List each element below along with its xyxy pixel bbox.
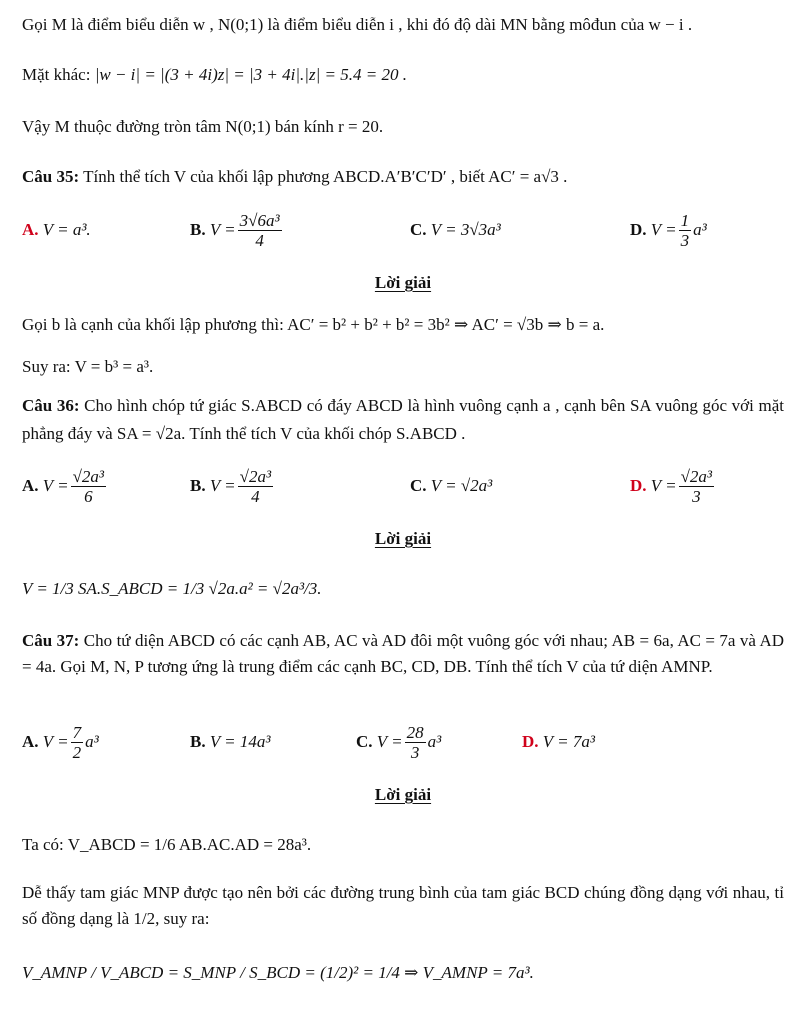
q36-solution-heading: Lời giải xyxy=(374,529,432,548)
q37-options xyxy=(22,720,784,764)
q37-option-a: A. V = $\frac{7}{2}$ a³ xyxy=(22,722,99,762)
q35-option-a: A. V = a³. xyxy=(22,220,91,239)
intro-line-1: Gọi M là điểm biểu diễn w , N(0;1) là điểm biểu diễn i , khi đó độ dài MN bằng môđun của w − i . xyxy=(22,15,693,34)
q35-options xyxy=(22,208,784,252)
q36-option-d-fraction: $\frac{\text{√2a³}}{3}$ xyxy=(680,466,713,506)
q36-option-d: D. V = $\frac{\text{√2a³}}{3}$ xyxy=(630,466,713,506)
q35-option-b: B. V = $\frac{\text{3√6a³}}{4}$ xyxy=(190,210,280,250)
q36-solution-line-1: V = 1/3 SA.S_ABCD = 1/3 √2a.a² = √2a³/3. xyxy=(22,579,322,598)
intro-line-3: Vậy M thuộc đường tròn tâm N(0;1) bán kính r = 20. xyxy=(22,117,384,136)
q36-options xyxy=(22,464,784,508)
q35-stem: Câu 35: Tính thể tích V của khối lập phương ABCD.A′B′C′D′ , biết AC′ = a√3 . xyxy=(22,167,568,186)
q36-option-c: C. V = √2a³ xyxy=(410,476,493,495)
q36-option-b-fraction: $\frac{\text{√2a³}}{4}$ xyxy=(239,466,272,506)
q35-option-d-fraction: $\frac{1}{3}$ xyxy=(680,210,690,250)
q37-option-c-fraction: $\frac{28}{3}$ xyxy=(406,722,424,762)
q35-option-d: D. V = $\frac{1}{3}$ a³ xyxy=(630,210,707,250)
q36-option-b: B. V = $\frac{\text{√2a³}}{4}$ xyxy=(190,466,272,506)
q36-stem: Câu 36: Cho hình chóp tứ giác S.ABCD có đáy ABCD là hình vuông cạnh a , cạnh bên SA vuông góc với mặt phẳng đáy và SA = √2a. Tính thể tích V của khối chóp S.ABCD . xyxy=(22,396,784,443)
q37-solution-heading: Lời giải xyxy=(374,785,432,804)
q37-solution-line-1: Ta có: V_ABCD = 1/6 AB.AC.AD = 28a³. xyxy=(22,835,312,854)
q37-option-b: B. V = 14a³ xyxy=(190,732,271,751)
q36-option-a: A. V = $\frac{\text{√2a³}}{6}$ xyxy=(22,466,105,506)
q37-solution-line-3: V_AMNP / V_ABCD = S_MNP / S_BCD = (1/2)² = 1/4 ⇒ V_AMNP = 7a³. xyxy=(22,963,534,982)
q37-option-d: D. V = 7a³ xyxy=(522,732,595,751)
q37-option-a-fraction: $\frac{7}{2}$ xyxy=(72,722,82,762)
q35-option-b-fraction: $\frac{\text{3√6a³}}{4}$ xyxy=(239,210,280,250)
q35-solution-line-2: Suy ra: V = b³ = a³. xyxy=(22,357,154,376)
q35-option-c: C. V = 3√3a³ xyxy=(410,220,501,239)
q37-stem: Câu 37: Cho tứ diện ABCD có các cạnh AB, AC và AD đôi một vuông góc với nhau; AB = 6a, AC = 7a và AD = 4a. Gọi M, N, P tương ứng là trung điểm các cạnh BC, CD, DB. Tính thể tích V của tứ diện AMNP. xyxy=(22,631,785,676)
q37-solution-line-2: Dễ thấy tam giác MNP được tạo nên bởi các đường trung bình của tam giác BCD chúng đồng dạng với nhau, tỉ số đồng dạng là 1/2, suy ra: xyxy=(22,883,784,928)
intro-line-2: Mặt khác: |w − i| = |(3 + 4i)z| = |3 + 4i|.|z| = 5.4 = 20 . xyxy=(22,65,407,84)
q37-option-c: C. V = $\frac{28}{3}$ a³ xyxy=(356,722,442,762)
q35-solution-heading: Lời giải xyxy=(374,273,432,292)
q36-option-a-fraction: $\frac{\text{√2a³}}{6}$ xyxy=(72,466,105,506)
q35-solution-line-1: Gọi b là cạnh của khối lập phương thì: AC′ = b² + b² + b² = 3b² ⇒ AC′ = √3b ⇒ b = a. xyxy=(22,315,605,334)
